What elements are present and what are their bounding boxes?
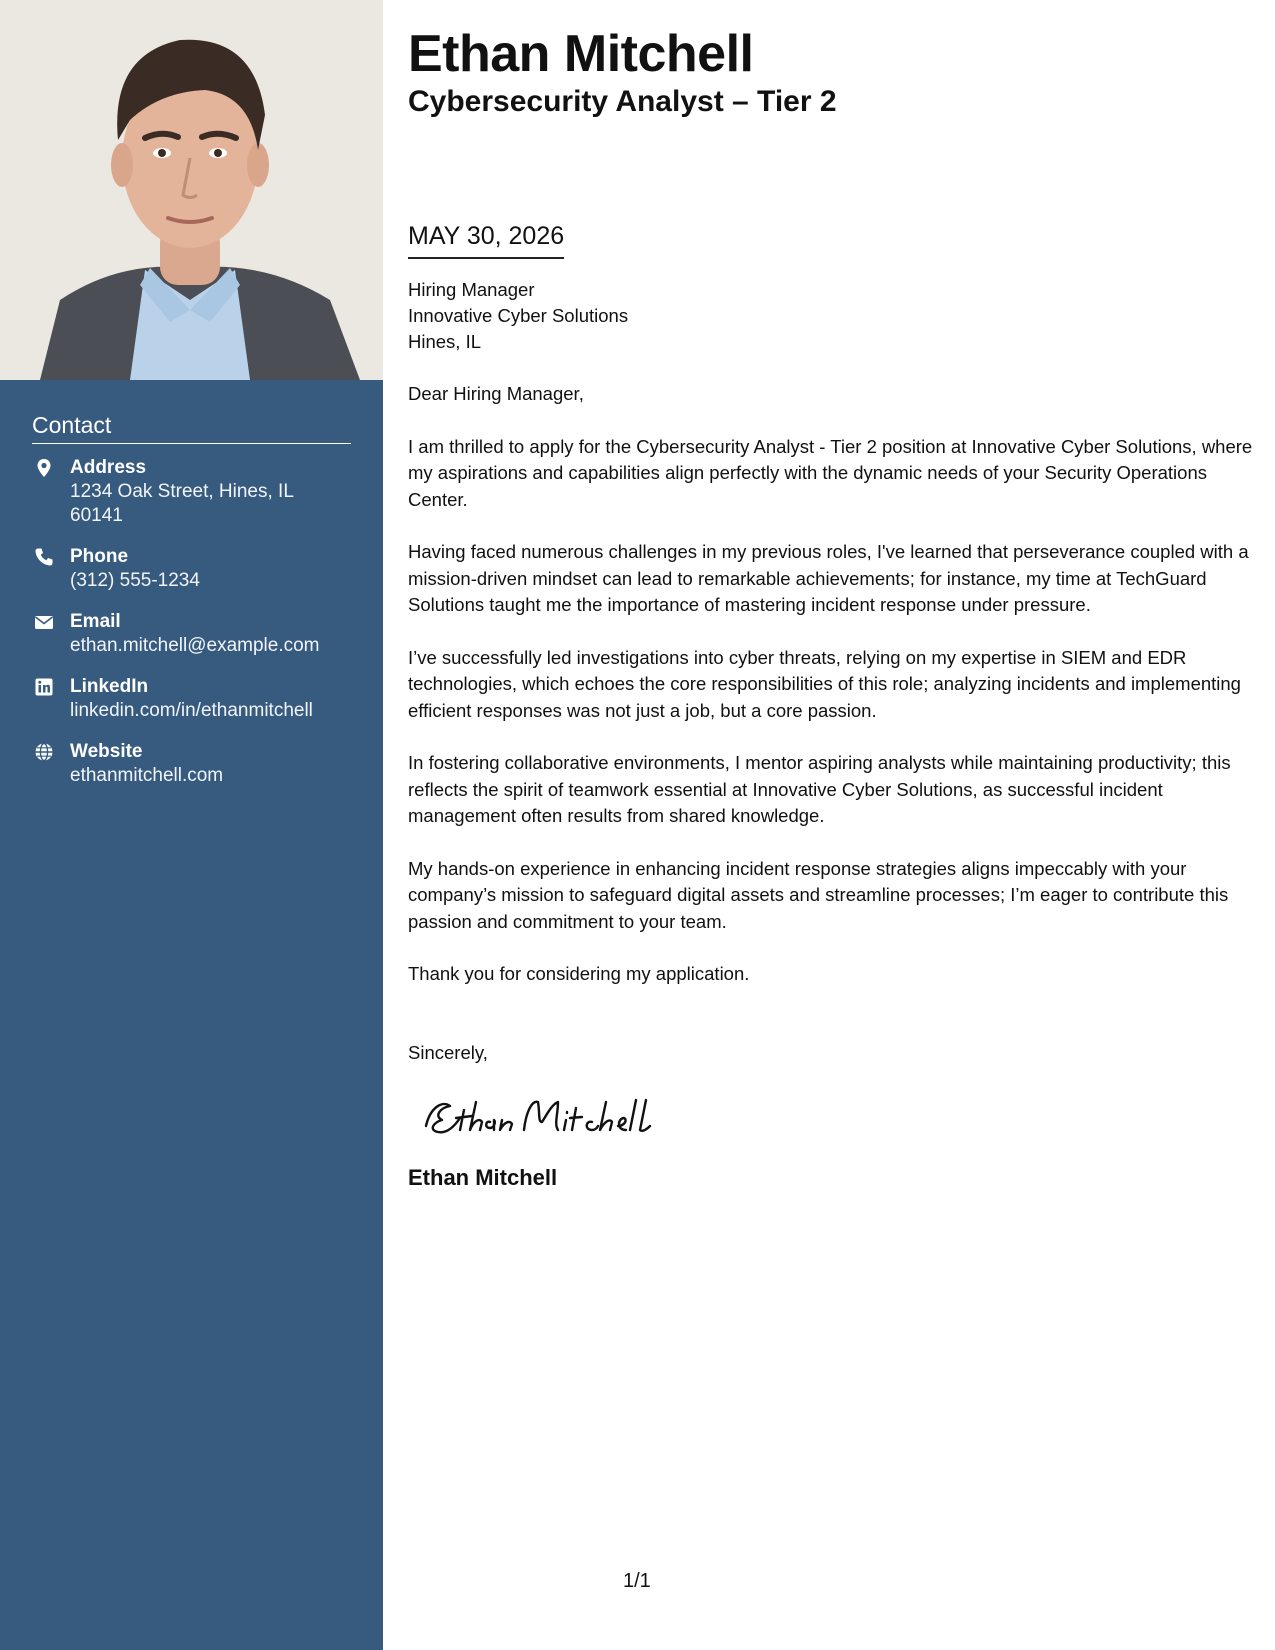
contact-website [32, 740, 351, 788]
contact-section [32, 412, 351, 805]
contact-address [32, 456, 351, 528]
paragraph: I am thrilled to apply for the Cybersecurity Analyst - Tier 2 position at Innovative Cyber Solutions, where my aspirations and capabilities align perfectly with the dynamic needs of your Security Operations Center. [408, 435, 1253, 510]
paragraph: I’ve successfully led investigations into cyber threats, relying on my expertise in SIEM and EDR technologies, which echoes the core responsibilities of this role; analyzing incidents and implementing efficient responses was not just a job, but a core passion. [408, 646, 1241, 721]
letter-content [408, 381, 1256, 1066]
letter-body [408, 0, 1256, 1191]
applicant-role: Cybersecurity Analyst – Tier 2 [408, 85, 837, 118]
contact-label: Address [70, 457, 147, 478]
paragraph: Thank you for considering my application. [408, 963, 750, 984]
contact-label: Phone [70, 546, 129, 567]
greeting: Dear Hiring Manager, [408, 383, 584, 404]
contact-label: Email [70, 611, 121, 632]
envelope-icon [34, 612, 54, 632]
closing: Sincerely, [408, 1041, 488, 1063]
recipient-line: Hines, IL [408, 331, 482, 352]
signature-image [420, 1086, 1256, 1147]
page-number: 1/1 [623, 1570, 651, 1592]
applicant-name: Ethan Mitchell [408, 25, 754, 83]
contact-phone [32, 545, 351, 593]
linkedin-value[interactable]: linkedin.com/in/ethanmitchell [70, 700, 313, 721]
phone-icon [34, 547, 54, 567]
website-value[interactable]: ethanmitchell.com [70, 765, 224, 786]
signed-name: Ethan Mitchell [408, 1165, 558, 1190]
recipient-line: Innovative Cyber Solutions [408, 305, 629, 326]
paragraph: In fostering collaborative environments, I mentor aspiring analysts while maintaining productivity; this reflects the spirit of teamwork essential at Innovative Cyber Solutions, as successful incident management often results from shared knowledge. [408, 752, 1231, 826]
contact-linkedin [32, 675, 351, 723]
address-value: 1234 Oak Street, Hines, IL 60141 [70, 481, 294, 526]
contact-email [32, 610, 351, 658]
phone-value: (312) 555-1234 [70, 570, 200, 591]
profile-photo [0, 0, 383, 380]
sidebar [0, 0, 383, 1650]
recipient-line: Hiring Manager [408, 279, 535, 300]
paragraph: My hands-on experience in enhancing incident response strategies aligns impeccably with your company’s mission to safeguard digital assets and streamline processes; I’m eager to contribute this passion and commitment to your team. [408, 857, 1229, 932]
paragraph: Having faced numerous challenges in my previous roles, I've learned that perseverance coupled with a mission-driven mindset can lead to remarkable achievements; for instance, my time at TechGuard Solutions taught me the importance of mastering incident response under pressure. [408, 541, 1249, 615]
globe-icon [34, 742, 54, 762]
recipient-block [408, 277, 1256, 355]
contact-label: LinkedIn [70, 676, 149, 697]
linkedin-icon [34, 677, 54, 697]
letter-date: MAY 30, 2026 [408, 222, 564, 259]
location-pin-icon [34, 458, 54, 478]
contact-label: Website [70, 741, 143, 762]
email-value[interactable]: ethan.mitchell@example.com [70, 635, 320, 656]
contact-heading: Contact [32, 412, 351, 444]
